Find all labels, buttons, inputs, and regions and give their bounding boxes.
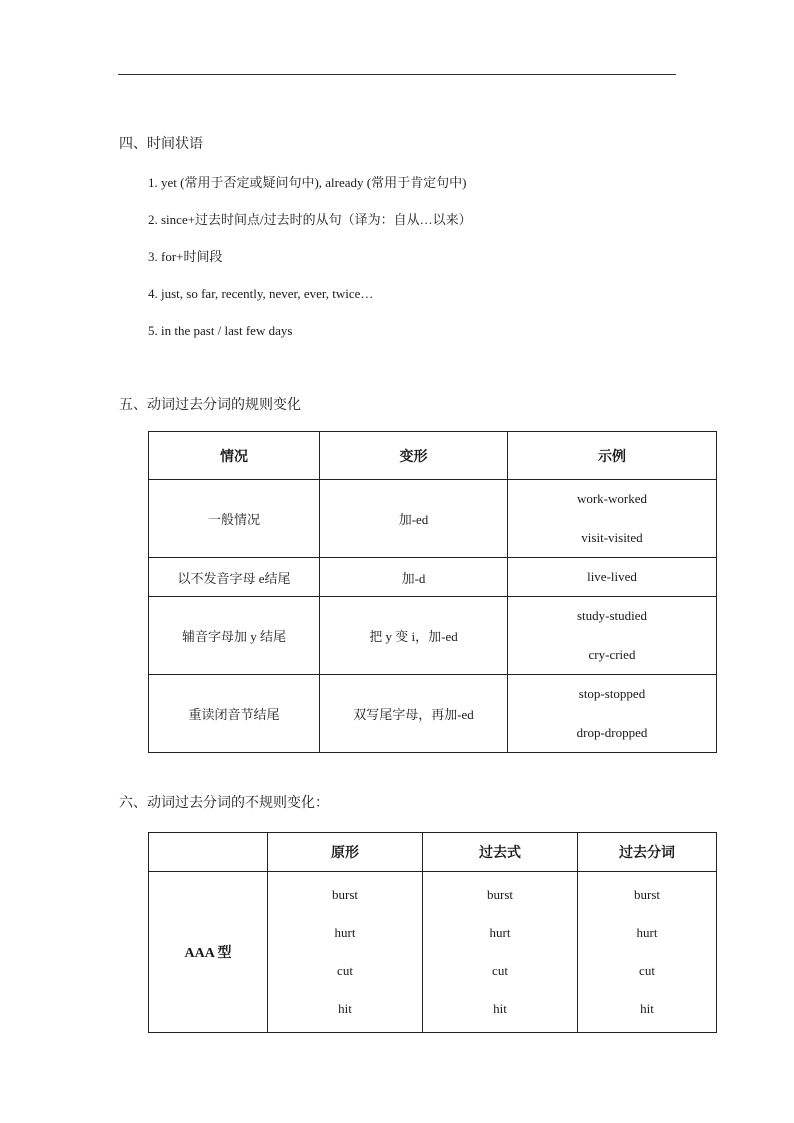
table-row: [149, 872, 717, 1033]
verb: hurt: [334, 925, 356, 940]
irregular-verbs-table: [148, 832, 717, 1033]
verb: hit: [338, 1001, 352, 1016]
table-row: [149, 480, 717, 558]
verb: hurt: [636, 925, 658, 940]
header-cell: 示例: [508, 432, 717, 480]
form-cell: 双写尾字母，再加-ed: [320, 675, 508, 753]
group-cell: AAA 型: [149, 872, 268, 1033]
verb: cut: [492, 963, 508, 978]
list-item: 3. for+时间段: [148, 249, 223, 264]
header-cell: 变形: [320, 432, 508, 480]
list-item: 5. in the past / last few days: [148, 323, 293, 338]
list-item: 4. just, so far, recently, never, ever, twice…: [148, 286, 374, 301]
table-header-row: [149, 432, 717, 480]
example: drop-dropped: [576, 724, 648, 740]
examples-cell: [508, 480, 717, 558]
header-rule: [118, 74, 676, 75]
examples-cell: live-lived: [508, 558, 717, 597]
verb: hit: [640, 1001, 654, 1016]
table-row: [149, 558, 717, 597]
verb: cut: [337, 963, 353, 978]
participle-cell: [578, 872, 717, 1033]
list-item: 1. yet (常用于否定或疑问句中), already (常用于肯定句中): [148, 175, 467, 190]
form-cell: 加-d: [320, 558, 508, 597]
regular-verbs-table: [148, 431, 717, 753]
example: stop-stopped: [578, 686, 646, 701]
example: work-worked: [576, 491, 648, 506]
examples-cell: [508, 597, 717, 675]
example: cry-cried: [588, 646, 636, 662]
list-item: 2. since+过去时间点/过去时的从句（译为：自从…以来）: [148, 212, 472, 227]
case-cell: 辅音字母加 y 结尾: [149, 597, 320, 675]
form-cell: 加-ed: [320, 480, 508, 558]
verb: cut: [639, 963, 655, 978]
past-cell: [423, 872, 578, 1033]
header-cell: [149, 833, 268, 872]
section5-heading: 五、动词过去分词的规则变化: [119, 398, 301, 413]
example: visit-visited: [581, 529, 643, 545]
form-cell: 把 y 变 i，加-ed: [320, 597, 508, 675]
table-row: [149, 597, 717, 675]
table-header-row: [149, 833, 717, 872]
verb: burst: [634, 887, 660, 902]
case-cell: 重读闭音节结尾: [149, 675, 320, 753]
header-cell: 原形: [268, 833, 423, 872]
verb: hurt: [489, 925, 511, 940]
verb: burst: [487, 887, 513, 902]
header-cell: 过去分词: [578, 833, 717, 872]
verb: burst: [332, 887, 358, 902]
section4-heading: 四、时间状语: [119, 137, 203, 152]
section6-heading: 六、动词过去分词的不规则变化：: [119, 796, 329, 811]
base-cell: [268, 872, 423, 1033]
examples-cell: [508, 675, 717, 753]
header-cell: 情况: [149, 432, 320, 480]
verb: hit: [493, 1001, 507, 1016]
header-cell: 过去式: [423, 833, 578, 872]
case-cell: 一般情况: [149, 480, 320, 558]
case-cell: 以不发音字母 e结尾: [149, 558, 320, 597]
table-row: [149, 675, 717, 753]
example: study-studied: [576, 608, 648, 623]
